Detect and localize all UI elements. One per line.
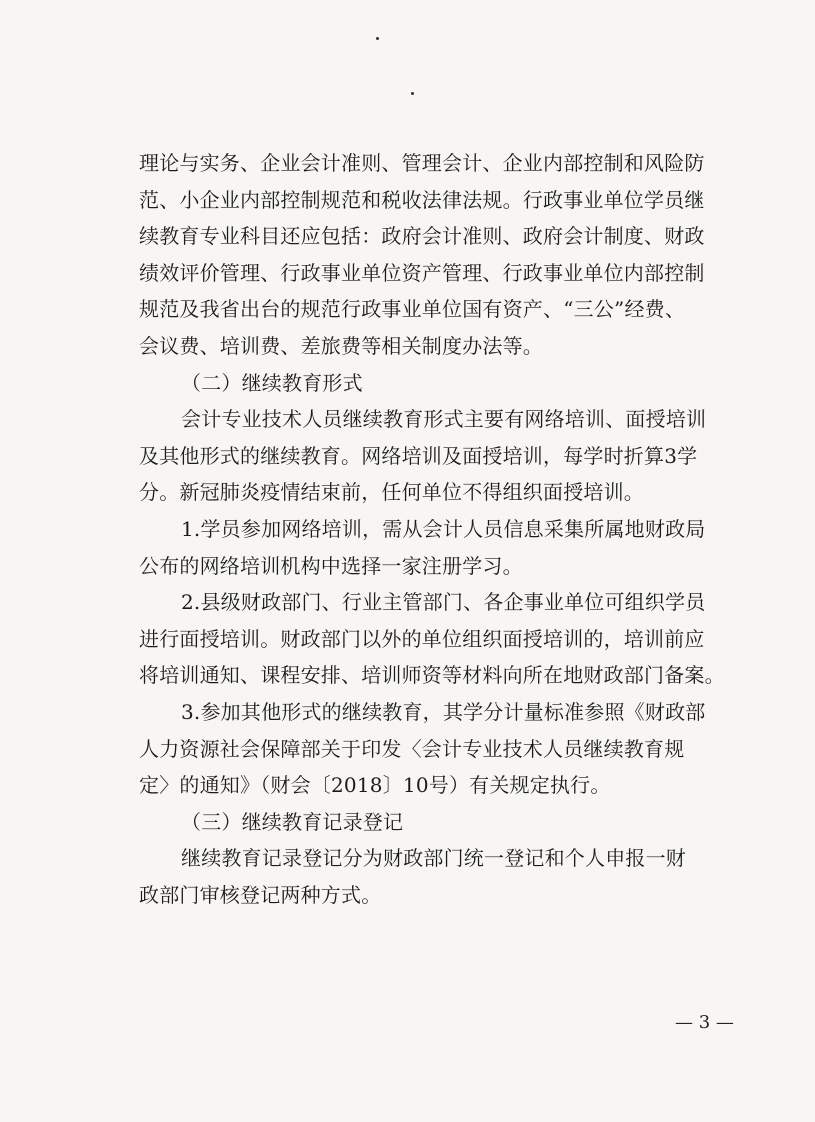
section-heading: （二）继续教育形式 <box>181 370 363 395</box>
scan-speck <box>411 92 414 95</box>
body-line: 定〉的通知》（财会〔2018〕10号）有关规定执行。 <box>139 773 611 798</box>
paragraph-start: 继续教育记录登记分为财政部门统一登记和个人申报一财 <box>181 846 686 871</box>
paragraph-start: 会计专业技术人员继续教育形式主要有网络培训、面授培训 <box>181 407 707 432</box>
paragraph-start: 3.参加其他形式的继续教育，其学分计量标准参照《财政部 <box>181 699 706 724</box>
body-line: 规范及我省出台的规范行政事业单位国有资产、“三公”经费、 <box>139 297 686 322</box>
body-line: 人力资源社会保障部关于印发〈会计专业技术人员继续教育规 <box>139 736 685 761</box>
body-line: 会议费、培训费、差旅费等相关制度办法等。 <box>139 333 543 358</box>
body-line: 公布的网络培训机构中选择一家注册学习。 <box>139 553 523 578</box>
body-line: 进行面授培训。财政部门以外的单位组织面授培训的，培训前应 <box>139 626 705 651</box>
scan-speck <box>376 37 379 40</box>
body-line: 续教育专业科目还应包括：政府会计准则、政府会计制度、财政 <box>139 224 705 249</box>
body-line: 将培训通知、课程安排、培训师资等材料向所在地财政部门备案。 <box>139 663 725 688</box>
paragraph-start: 1.学员参加网络培训，需从会计人员信息采集所属地财政局 <box>181 516 706 541</box>
body-line: 分。新冠肺炎疫情结束前，任何单位不得组织面授培训。 <box>139 480 644 505</box>
body-line: 及其他形式的继续教育。网络培训及面授培训，每学时折算3学 <box>139 443 698 468</box>
body-line: 范、小企业内部控制规范和税收法律法规。行政事业单位学员继 <box>139 187 705 212</box>
body-line: 绩效评价管理、行政事业单位资产管理、行政事业单位内部控制 <box>139 260 705 285</box>
body-line: 理论与实务、企业会计准则、管理会计、企业内部控制和风险防 <box>139 151 705 175</box>
document-body <box>139 145 739 913</box>
section-heading: （三）继续教育记录登记 <box>181 809 404 834</box>
page-number: — 3 — <box>675 1012 734 1033</box>
body-line: 政部门审核登记两种方式。 <box>139 882 382 907</box>
paragraph-start: 2.县级财政部门、行业主管部门、各企事业单位可组织学员 <box>181 590 706 615</box>
